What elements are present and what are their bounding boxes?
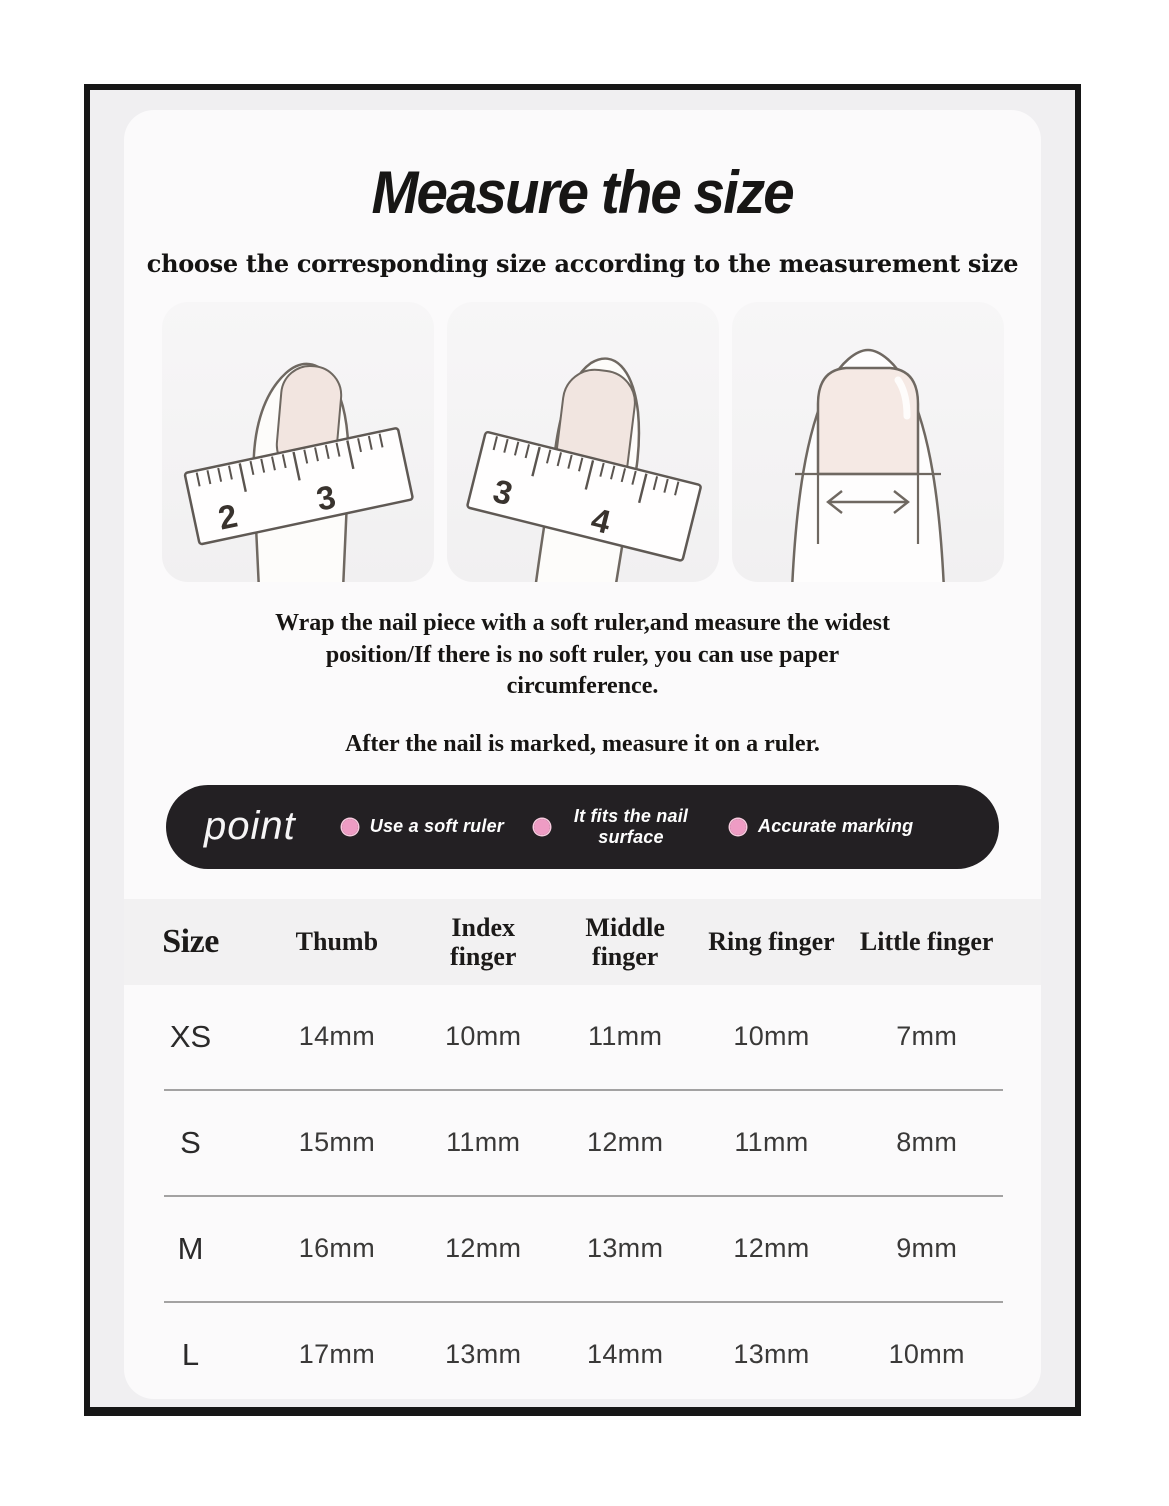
size-table-header <box>124 899 1041 985</box>
col-header-little: Little finger <box>859 927 994 957</box>
illustration-card-2 <box>447 302 719 582</box>
size-table <box>124 899 1041 1399</box>
point-text: Accurate marking <box>758 816 914 837</box>
page-title: Measure the size <box>371 159 794 226</box>
point-item-3 <box>730 816 913 837</box>
instruction-mark: After the nail is marked, measure it on a ruler. <box>345 731 820 758</box>
table-row-xs: XS 14mm 10mm 11mm 10mm 7mm <box>169 1018 958 1054</box>
nail-width-arrow-icon <box>732 302 1004 582</box>
col-header-ring: Ring finger <box>708 927 835 957</box>
illustration-card-3 <box>732 302 1004 582</box>
point-item-1 <box>342 816 504 837</box>
tape-number: 2 <box>214 496 241 537</box>
table-row-m: M 16mm 12mm 13mm 12mm 9mm <box>177 1230 958 1266</box>
col-header-middle: Middle finger <box>585 912 665 971</box>
instruction-wrap: Wrap the nail piece with a soft ruler,and measure the widest position/If there is no soft ruler, you can use paper circumference. <box>275 610 890 700</box>
pink-ring-icon <box>534 819 550 835</box>
tape-number: 3 <box>489 471 516 513</box>
table-row-s: S 15mm 11mm 12mm 11mm 8mm <box>180 1124 958 1160</box>
point-text: Use a soft ruler <box>369 816 504 837</box>
content-panel <box>124 110 1041 1399</box>
tape-number: 3 <box>312 477 339 518</box>
point-text: It fits the nail surface <box>573 806 689 847</box>
illustration-card-1 <box>162 302 434 582</box>
tape-number: 4 <box>587 500 614 541</box>
finger-tape-nail-icon <box>447 302 719 582</box>
pink-ring-icon <box>730 819 746 835</box>
illustration-row <box>124 302 1041 582</box>
points-label: point <box>204 804 296 849</box>
pink-ring-icon <box>342 819 358 835</box>
col-header-size: Size <box>162 922 219 960</box>
finger-tape-side-icon <box>162 302 434 582</box>
page-subtitle: choose the corresponding size according to the measurement size <box>146 249 1019 278</box>
table-row-l: L 17mm 13mm 14mm 13mm 10mm <box>181 1336 965 1372</box>
points-bar <box>166 785 999 869</box>
col-header-thumb: Thumb <box>295 927 379 957</box>
black-frame <box>84 84 1081 1416</box>
col-header-index: Index finger <box>450 912 517 971</box>
point-item-2 <box>534 806 700 847</box>
